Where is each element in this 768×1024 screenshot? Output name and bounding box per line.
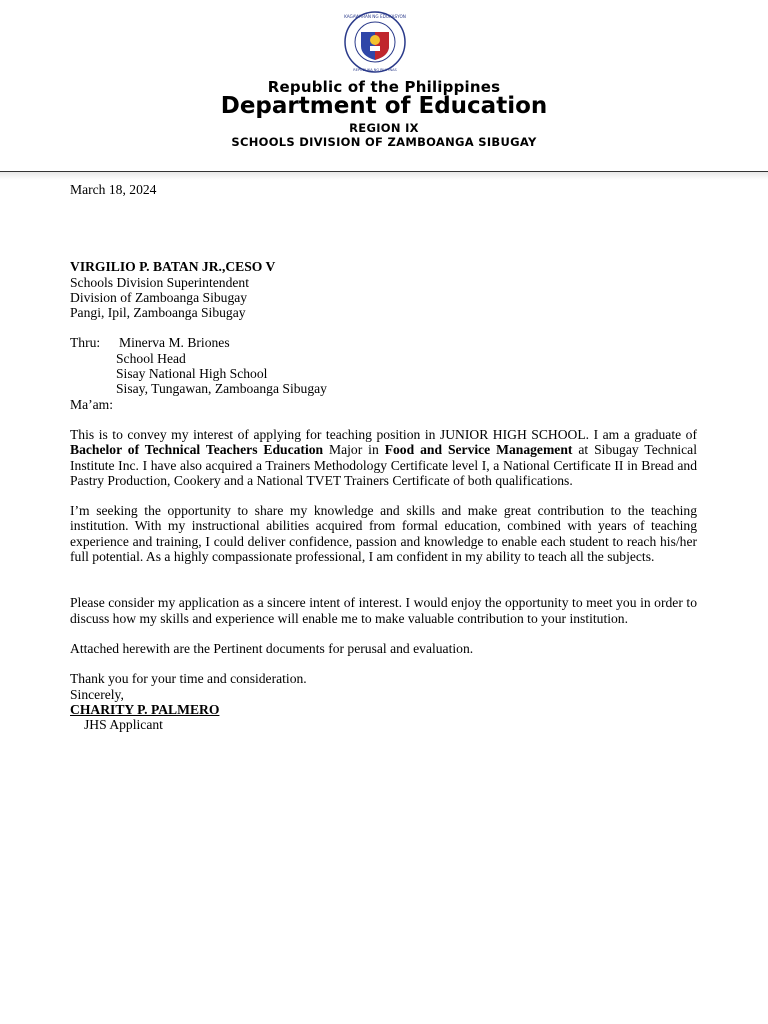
- p1-text-e: at Sibugay Technical Institute Inc. I have also acquired a Trainers Methodology Certificate level I, a National Certificate II in Bread and Pastry Production, Cookery and a National TVET Trainers Certificate of both qualifications.: [70, 442, 697, 488]
- paragraph-1: [70, 427, 697, 488]
- major-name: Food and Service Management: [384, 442, 573, 458]
- salutation: Ma’am:: [70, 396, 114, 412]
- department-name: Department of Education: [220, 93, 548, 119]
- degree-name: Bachelor of Technical Teachers Education: [70, 442, 324, 458]
- recipient-title: Schools Division Superintendent: [70, 274, 249, 290]
- deped-seal-icon: [334, 10, 416, 74]
- letter-body: [70, 182, 697, 732]
- p1-text-a: This is to convey my interest of applying for teaching position in JUNIOR HIGH SCHOOL. I am a graduate of: [70, 426, 697, 442]
- division-name: SCHOOLS DIVISION OF ZAMBOANGA SIBUGAY: [231, 135, 537, 149]
- recipient-block: [70, 259, 697, 320]
- p1-text-c: Major in: [323, 442, 385, 458]
- recipient-office: Division of Zamboanga Sibugay: [70, 289, 248, 305]
- paragraph-4: Attached herewith are the Pertinent documents for perusal and evaluation.: [70, 640, 474, 656]
- seal-inner-text: REPUBLIKA NG PILIPINAS: [353, 68, 397, 72]
- thru-label: Thru:: [70, 335, 101, 351]
- recipient-address: Pangi, Ipil, Zamboanga Sibugay: [70, 305, 246, 321]
- seal-outer-text: KAGAWARAN NG EDUKASYON: [344, 14, 406, 19]
- thru-address: Sisay, Tungawan, Zamboanga Sibugay: [116, 381, 327, 397]
- header-divider-shadow: [0, 172, 768, 180]
- letterhead: [0, 0, 768, 172]
- thru-school: Sisay National High School: [116, 366, 268, 382]
- signer-title: JHS Applicant: [84, 717, 163, 733]
- paragraph-5: Thank you for your time and consideration.: [70, 671, 307, 687]
- letter-date: March 18, 2024: [70, 182, 157, 197]
- thru-block: [70, 335, 697, 396]
- country-name: Republic of the Philippines: [267, 78, 501, 96]
- paragraph-2: I’m seeking the opportunity to share my knowledge and skills and make great contribution to the teaching institution. With my instructional abilities acquired from formal education, combined with years of teaching experience and training, I could deliver confidence, passion and knowledge to enable each student to reach his/her full potential. As a highly compassionate professional, I am confident in my ability to teach all the subjects.: [70, 503, 697, 565]
- region-name: REGION IX: [349, 121, 419, 135]
- paragraph-3: Please consider my application as a sincere intent of interest. I would enjoy the opportunity to meet you in order to discuss how my skills and experience will enable me to make valuable contribution to your institution.: [70, 595, 697, 626]
- thru-title: School Head: [116, 350, 186, 366]
- recipient-name: VIRGILIO P. BATAN JR.,CESO V: [70, 259, 276, 275]
- signer-name: CHARITY P. PALMERO: [70, 701, 220, 717]
- closing: Sincerely,: [70, 686, 124, 702]
- thru-name: Minerva M. Briones: [119, 335, 230, 351]
